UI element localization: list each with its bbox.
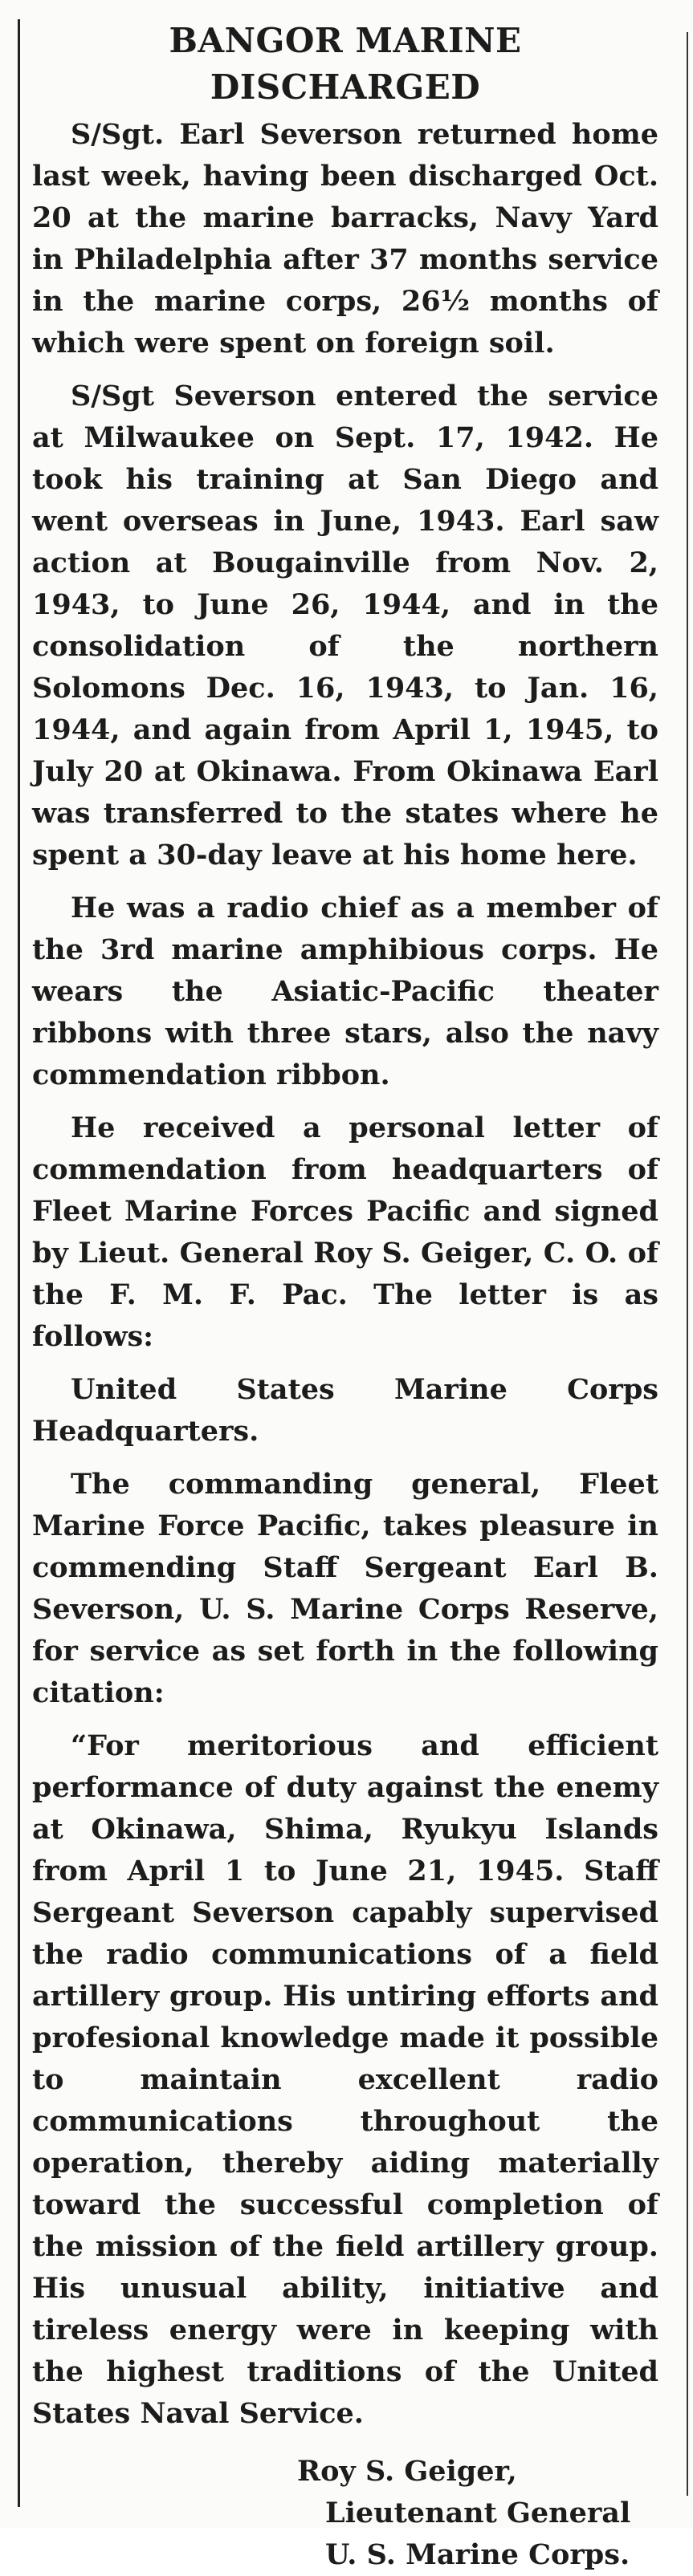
article-headline: BANGOR MARINE DISCHARGED	[169, 21, 522, 107]
article-paragraph-radio-chief: He was a radio chief as a member of the 3rd marine amphibious corps. He wears the Asiatic-Pacific theater ribbons with three stars, also the navy commendation ribbon.	[32, 892, 658, 1091]
article-column	[32, 18, 658, 2576]
signature-corps: U. S. Marine Corps.	[325, 2538, 630, 2571]
article-paragraph-letter: He received a personal letter of commendation from headquarters of Fleet Marine Forces Pacific and signed by Lieut. General Roy S. Geiger, C. O. of the F. M. F. Pac. The letter is as follows:	[32, 1111, 658, 1353]
letter-citation: “For meritorious and efficient performance of duty against the enemy at Okinawa, Shima, Ryukyu Islands from April 1 to June 21, 1945. Staff Sergeant Severson capably supervised the radio communications of a field artillery group. His untiring efforts and profesional knowledge made it possible to maintain excellent radio communications throughout the operation, thereby aiding materially toward the successful completion of the mission of the field artillery group. His unusual ability, initiative and tireless energy were in keeping with the highest traditions of the United States Naval Service.	[32, 1729, 658, 2430]
signature-block	[32, 2451, 658, 2576]
article-paragraph-service: S/Sgt Severson entered the service at Milwaukee on Sept. 17, 1942. He took his training at San Diego and went overseas in June, 1943. Earl saw action at Bougainville from Nov. 2, 1943, to June 26, 1944, and in the consolidation of the northern Solomons Dec. 16, 1943, to Jan. 16, 1944, and again from April 1, 1945, to July 20 at Okinawa. From Okinawa Earl was transferred to the states where he spent a 30-day leave at his home here.	[32, 380, 658, 872]
signature-rank: Lieutenant General	[325, 2497, 631, 2529]
left-column-rule	[18, 19, 20, 2507]
signature-name: Roy S. Geiger,	[297, 2455, 517, 2488]
article-paragraph-discharge: S/Sgt. Earl Severson returned home last week, having been discharged Oct. 20 at the marine barracks, Navy Yard in Philadelphia after 37 months service in the marine corps, 26½ months of which were spent on foreign soil.	[32, 118, 658, 360]
letter-heading: United States Marine Corps Headquarters.	[32, 1373, 658, 1448]
right-column-rule	[687, 32, 688, 2496]
letter-commendation: The commanding general, Fleet Marine Force Pacific, takes pleasure in commending Staff Sergeant Earl B. Severson, U. S. Marine Corps Reserve, for service as set forth in the following citation:	[32, 1468, 658, 1709]
